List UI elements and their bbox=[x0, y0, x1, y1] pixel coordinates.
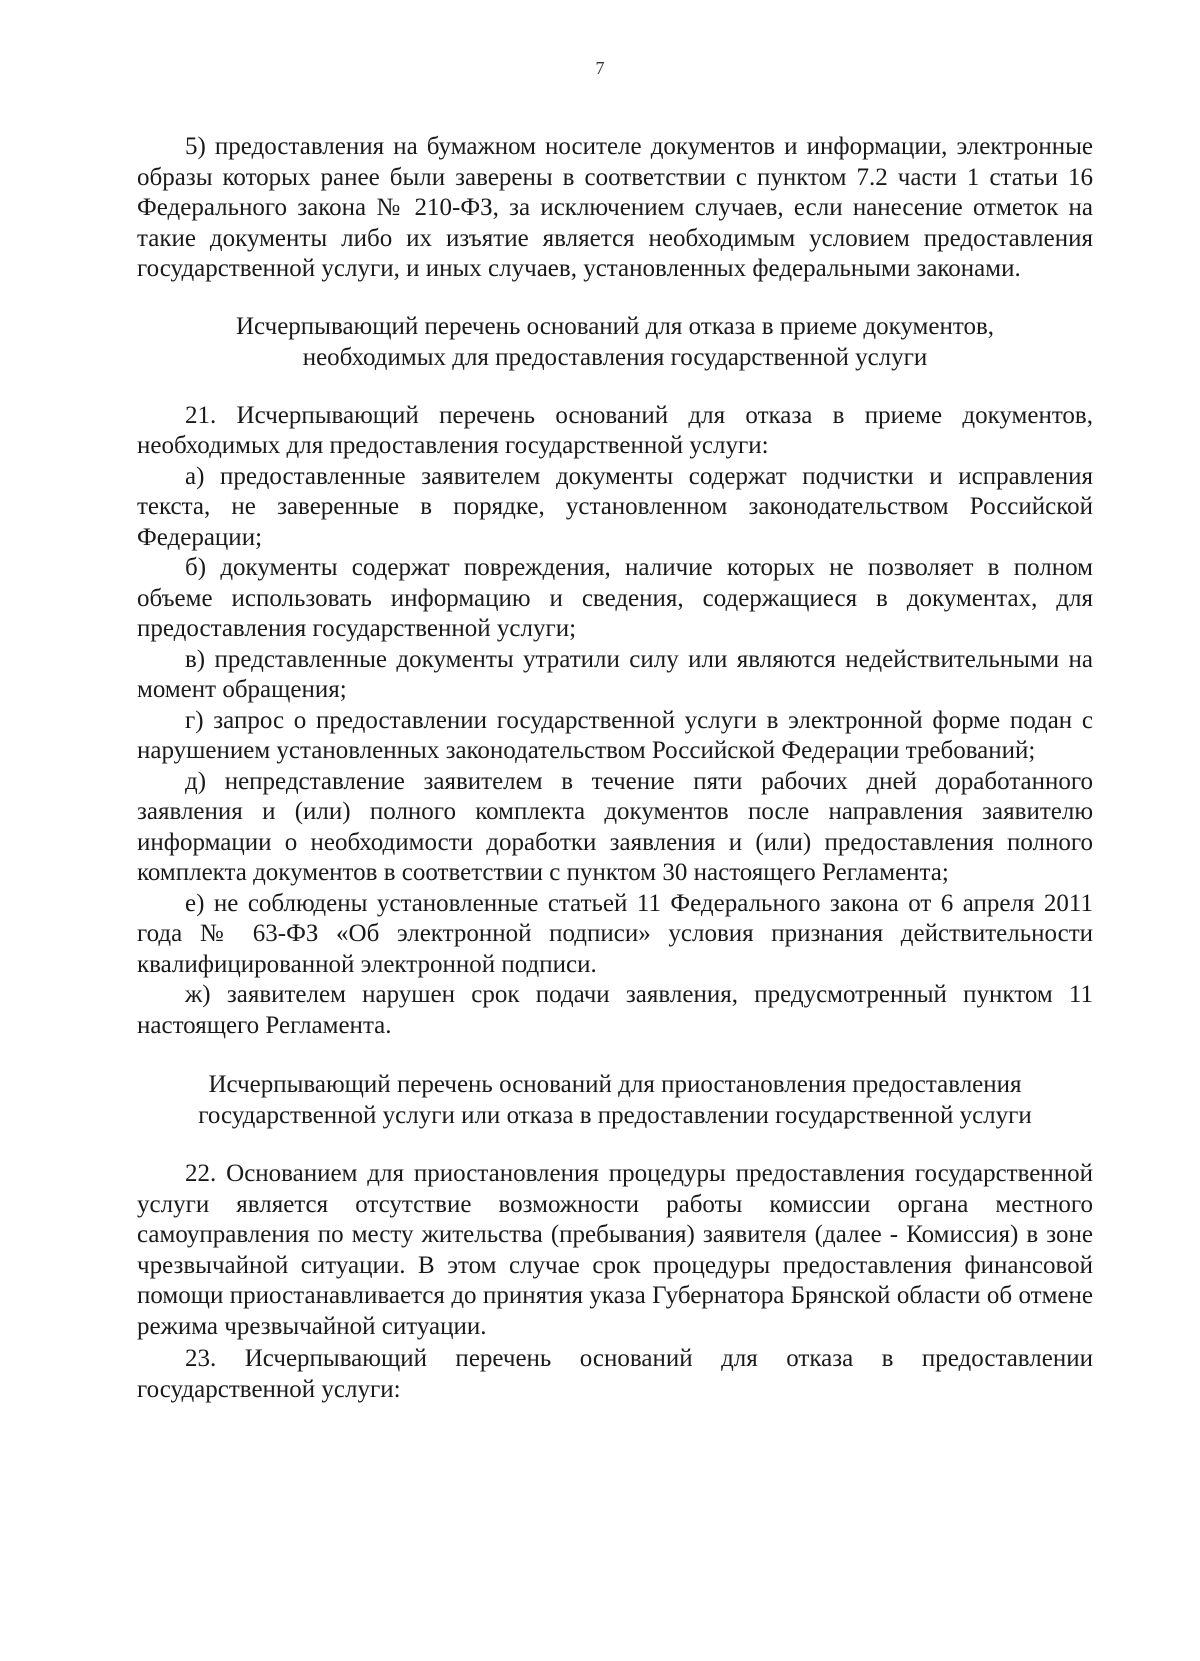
paragraph-item-5: 5) предоставления на бумажном носителе документов и информации, электронные образы которых ранее были заверены в соответствии с пунктом 7.2 части 1 статьи 16 Федерального закона № 210-ФЗ, за исключением случаев, если нанесение отметок на такие документы либо их изъятие является необходимым условием предоставления государственной услуги, и иных случаев, установленных федеральными законами. bbox=[137, 133, 1093, 282]
list-item-a: а) предоставленные заявителем документы содержат подчистки и исправления текста, не заверенные в порядке, установленном законодательством Российской Федерации; bbox=[137, 462, 1093, 551]
heading-line: необходимых для предоставления государственной услуги bbox=[302, 343, 928, 371]
document-body bbox=[137, 132, 1093, 1405]
list-item-g: г) запрос о предоставлении государственной услуги в электронной форме подан с нарушением установленных законодательством Российской Федерации требований; bbox=[137, 706, 1093, 764]
list-item-e: е) не соблюдены установленные статьей 11 Федерального закона от 6 апреля 2011 года № 63-ФЗ «Об электронной подписи» условия признания действительности квалифицированной электронной подписи. bbox=[137, 889, 1093, 978]
list-item-zh: ж) заявителем нарушен срок подачи заявления, предусмотренный пунктом 11 настоящего Регламента. bbox=[137, 981, 1093, 1039]
page-number: 7 bbox=[595, 58, 605, 78]
heading-line: Исчерпывающий перечень оснований для приостановления предоставления bbox=[208, 1071, 1022, 1098]
heading-line: государственной услуги или отказа в предоставлении государственной услуги bbox=[198, 1102, 1032, 1129]
paragraph-23: 23. Исчерпывающий перечень оснований для отказа в предоставлении государственной услуги: bbox=[137, 1345, 1093, 1403]
list-item-b: б) документы содержат повреждения, наличие которых не позволяет в полном объеме использовать информацию и сведения, содержащиеся в документах, для предоставления государственной услуги; bbox=[137, 554, 1093, 642]
paragraph-22: 22. Основанием для приостановления процедуры предоставления государственной услуги является отсутствие возможности работы комиссии органа местного самоуправления по месту жительства (пребывания) заявителя (далее - Комиссия) в зоне чрезвычайной ситуации. В этом случае срок процедуры предоставления финансовой помощи приостанавливается до принятия указа Губернатора Брянской области об отмене режима чрезвычайной ситуации. bbox=[137, 1160, 1093, 1340]
list-item-d: д) непредставление заявителем в течение пяти рабочих дней доработанного заявления и (или) полного комплекта документов после направления заявителю информации о необходимости доработки заявления и (или) предоставления полного комплекта документов в соответствии с пунктом 30 настоящего Регламента; bbox=[137, 767, 1093, 886]
section-heading-suspension bbox=[137, 1069, 1093, 1131]
heading-line: Исчерпывающий перечень оснований для отказа в приеме документов, bbox=[235, 312, 995, 340]
section-heading-refusal-acceptance bbox=[137, 311, 1093, 373]
list-item-v: в) представленные документы утратили силу или являются недействительными на момент обращения; bbox=[137, 645, 1093, 703]
paragraph-21-intro: 21. Исчерпывающий перечень оснований для отказа в приеме документов, необходимых для предоставления государственной услуги: bbox=[137, 401, 1093, 459]
